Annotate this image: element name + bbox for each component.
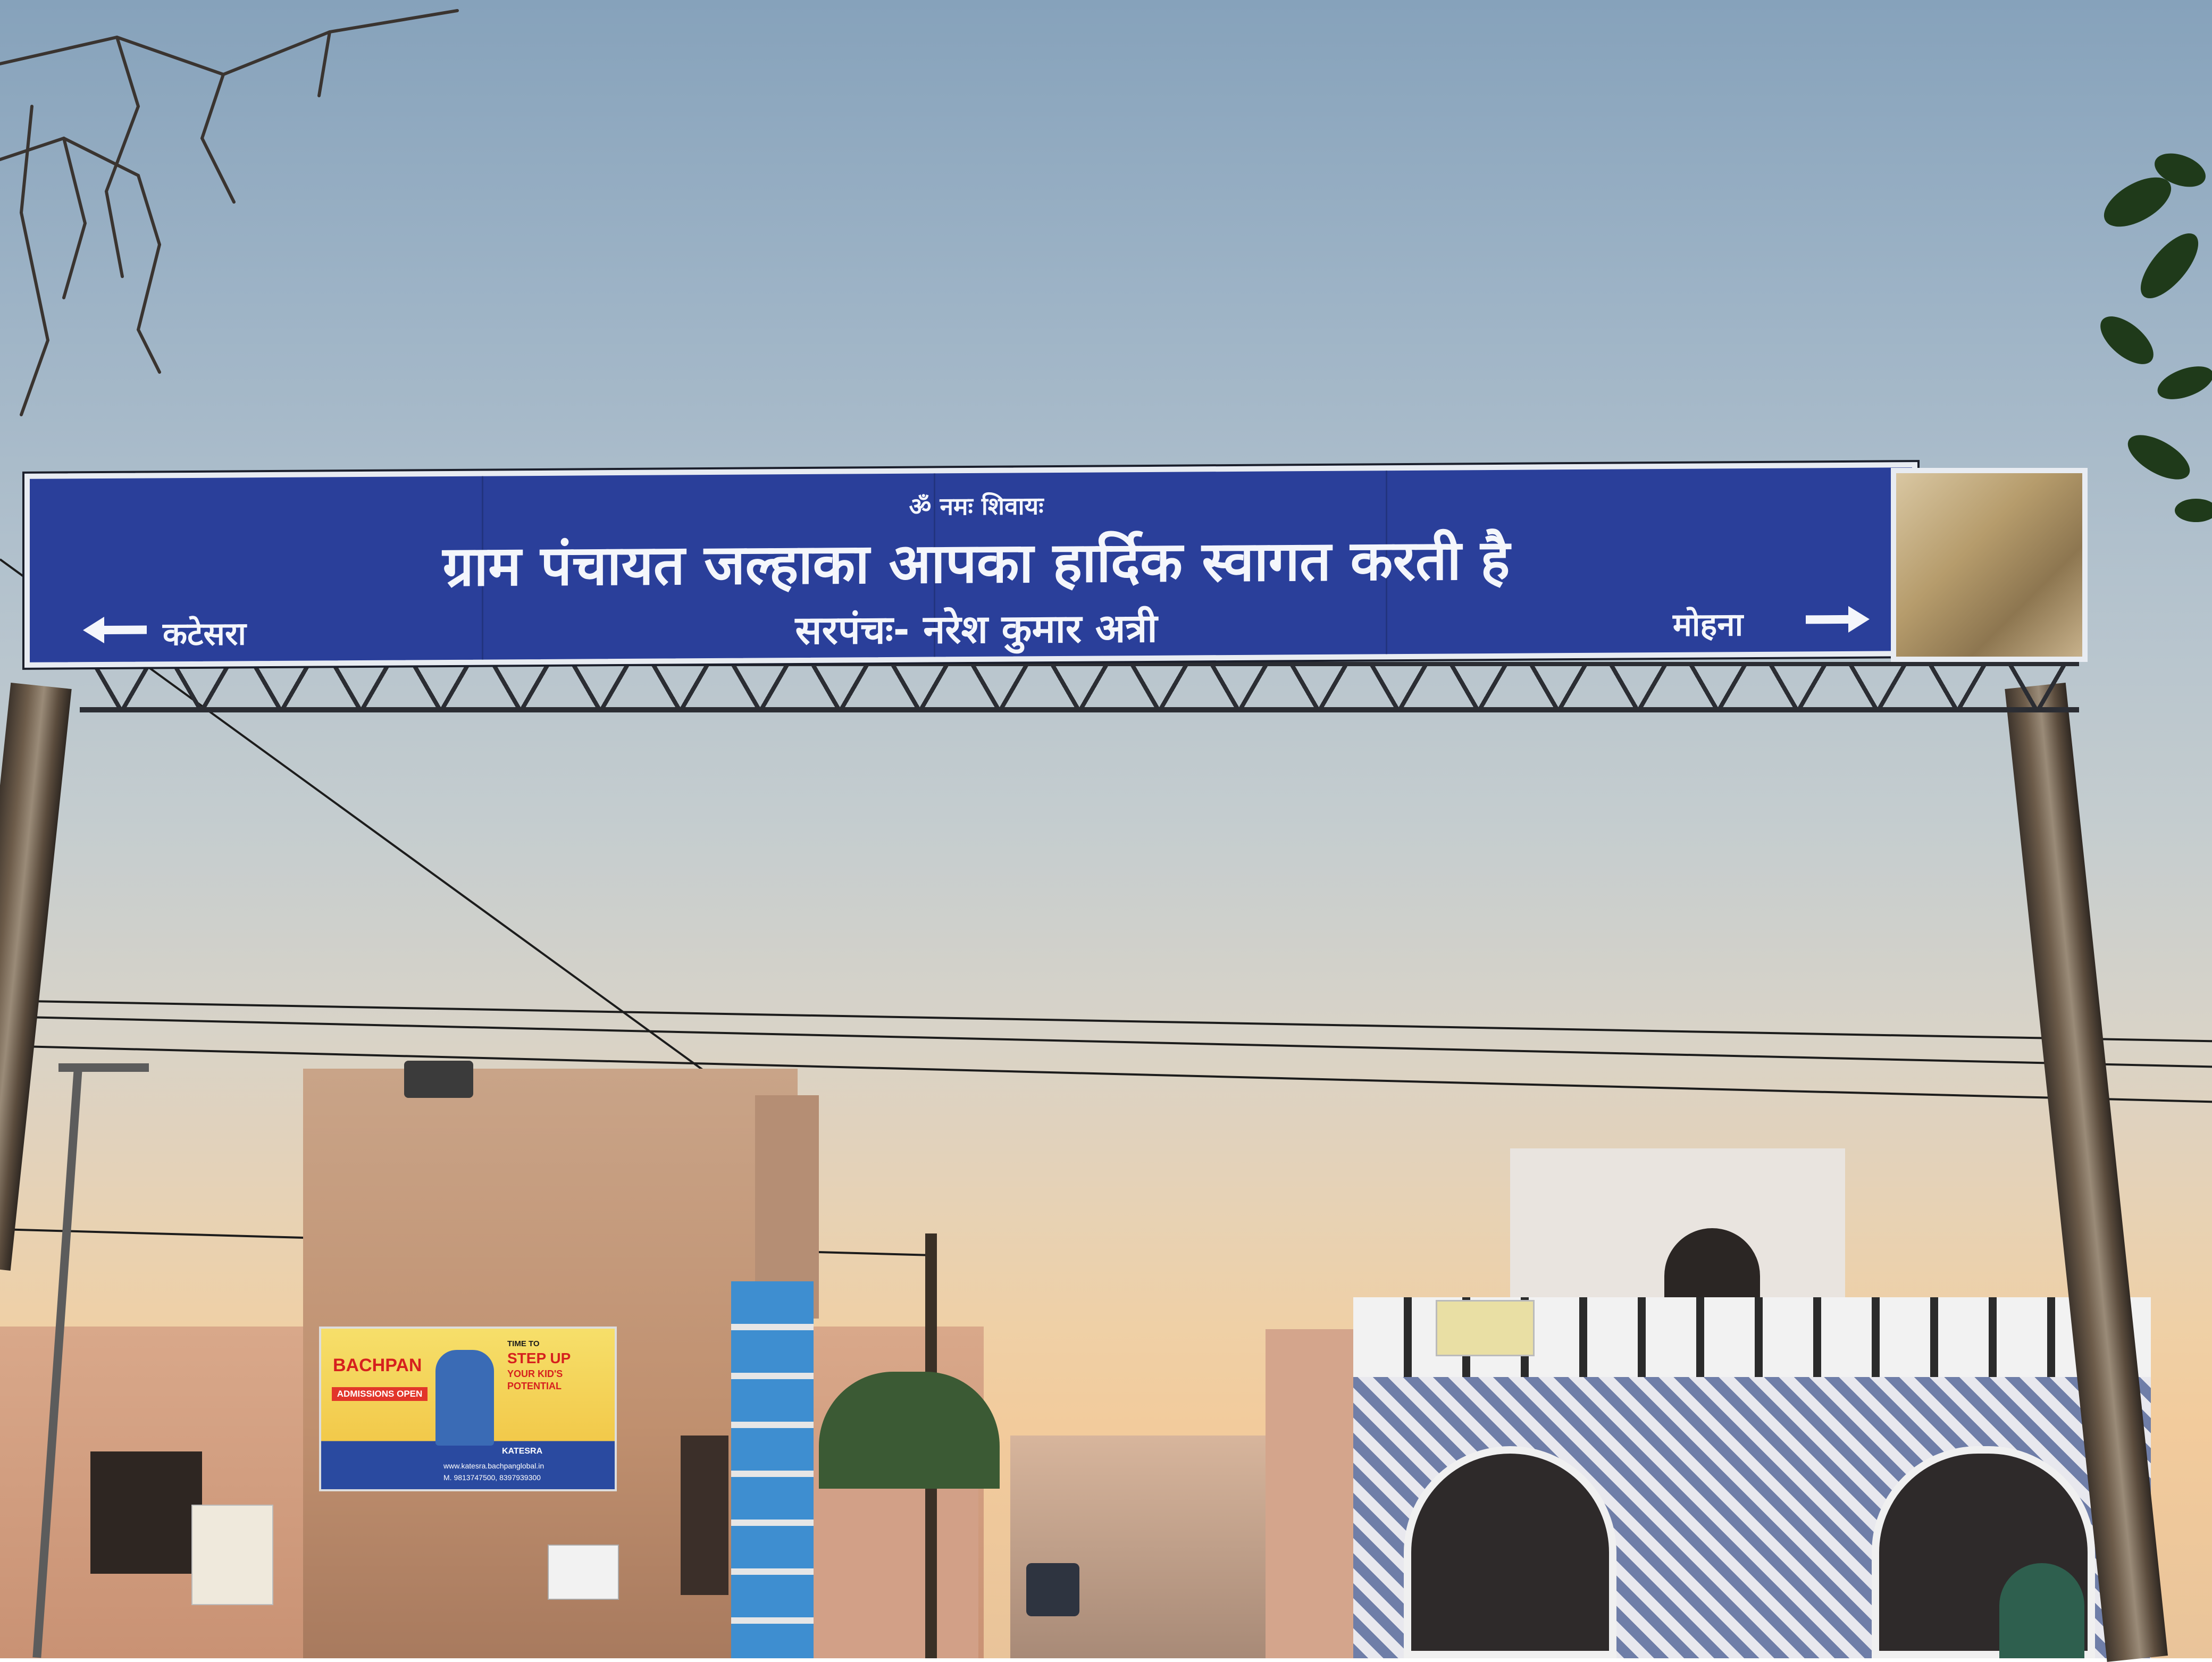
sign-top-line: ॐ नमः शिवायः	[909, 491, 1044, 521]
banner-brand: BACHPAN	[333, 1355, 422, 1375]
sign-main-line: ग्राम पंचायत जल्हाका आपका हार्दिक स्वागत करती है	[442, 527, 1510, 599]
arrow-left-icon	[83, 614, 147, 648]
small-poster	[548, 1545, 619, 1600]
arched-gate[interactable]	[1404, 1446, 1616, 1658]
direction-boards-column	[731, 1281, 814, 1658]
name-board	[1436, 1300, 1535, 1356]
water-tank	[404, 1061, 473, 1098]
banner-phone: M. 9813747500, 8397939300	[443, 1473, 541, 1482]
distant-street	[1010, 1436, 1276, 1658]
street-lamp-arm	[58, 1063, 149, 1072]
banner-admissions: ADMISSIONS OPEN	[332, 1387, 428, 1401]
person-figure	[1999, 1563, 2084, 1658]
distant-tree	[819, 1372, 1000, 1489]
banner-tagline-3: YOUR KID'S	[507, 1369, 563, 1379]
parked-car	[1026, 1563, 1079, 1616]
portrait-image	[1891, 468, 2088, 662]
right-side-wall	[1266, 1329, 1361, 1658]
banner-website: www.katesra.bachpanglobal.in	[443, 1462, 544, 1470]
welcome-sign	[24, 462, 1917, 668]
right-direction-label: मोहना	[1673, 606, 1744, 644]
window	[90, 1451, 202, 1574]
left-direction-label: कटेसरा	[163, 615, 246, 653]
small-poster	[191, 1505, 273, 1605]
arrow-right-icon	[1806, 603, 1870, 638]
sign-sarpanch-line: सरपंचः- नरेश कुमार अत्री	[795, 605, 1158, 654]
child-figure	[435, 1350, 494, 1446]
banner-tagline-1: TIME TO	[507, 1339, 540, 1348]
bachpan-banner	[319, 1327, 617, 1491]
banner-tagline-2: STEP UP	[507, 1350, 571, 1366]
banner-tagline-4: POTENTIAL	[507, 1381, 562, 1391]
sign-truss	[80, 662, 2079, 712]
tree-branches-left	[0, 0, 479, 425]
banner-location: KATESRA	[502, 1447, 543, 1456]
doorway	[681, 1436, 728, 1595]
